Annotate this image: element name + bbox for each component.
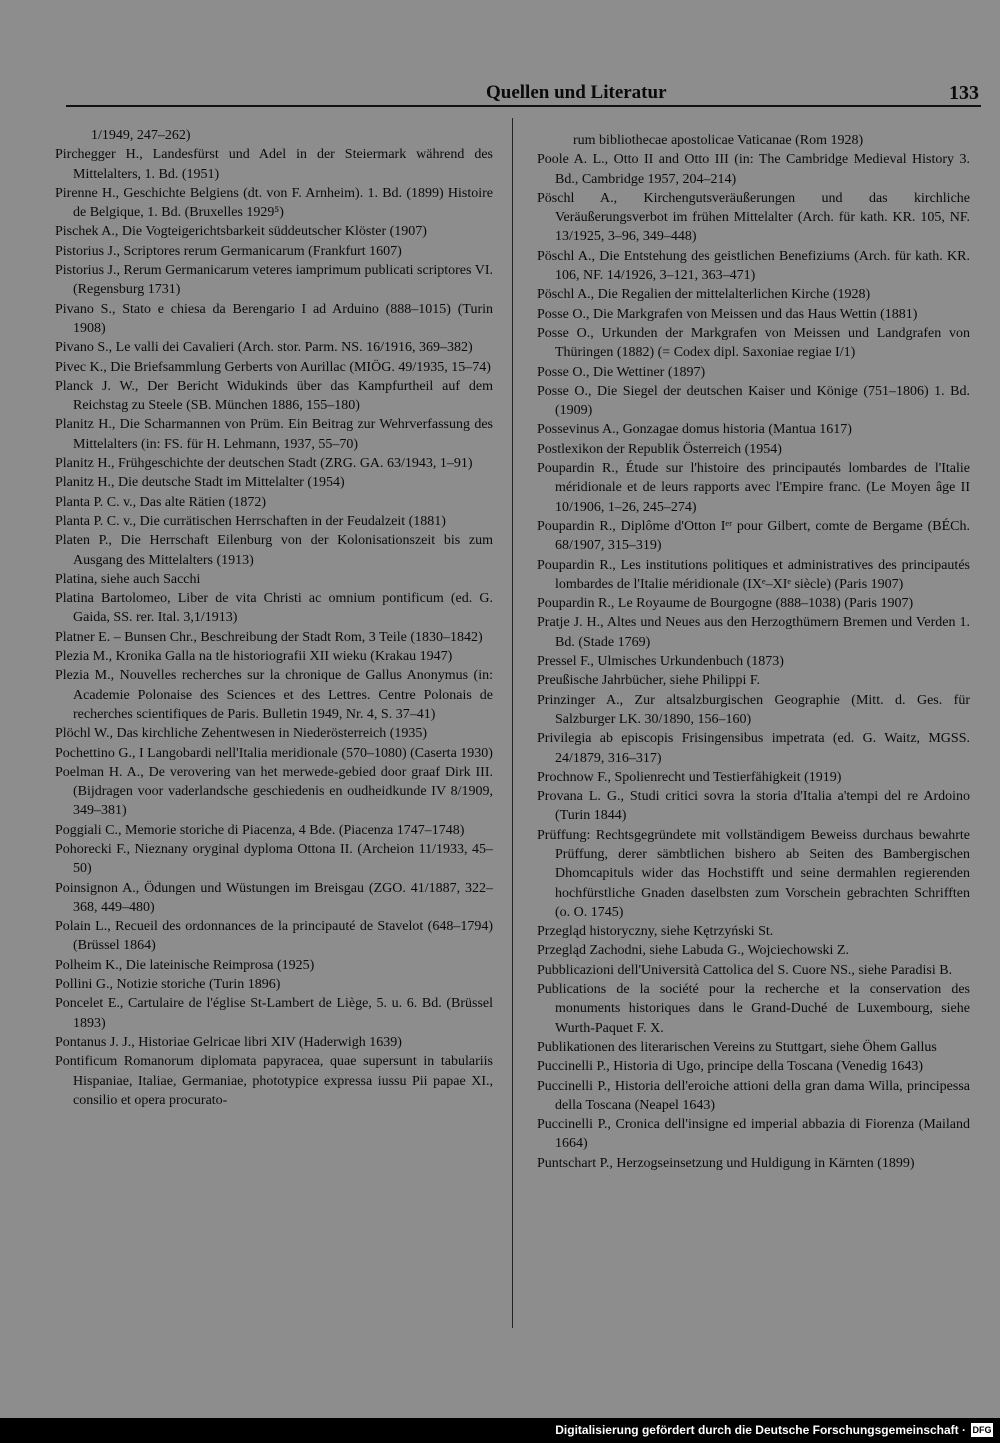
bibliography-entry: Pontanus J. J., Historiae Gelricae libri XIV (Haderwigh 1639) (55, 1034, 402, 1050)
bibliography-entry: Possevinus A., Gonzagae domus historia (Mantua 1617) (537, 422, 852, 438)
bibliography-entry: Publications de la société pour la recherche et la conservation des monuments historiques dans le Grand-Duché de Luxembourg, siehe Wurth-Paquet F. X. (537, 982, 970, 1036)
bibliography-entry: Poupardin R., Le Royaume de Bourgogne (888–1038) (Paris 1907) (537, 596, 914, 612)
bibliography-entry: Posse O., Die Wettiner (1897) (537, 364, 706, 380)
bibliography-entry: 1/1949, 247–262) (91, 128, 191, 143)
bibliography-entry: Pivec K., Die Briefsammlung Gerberts von Aurillac (MIÖG. 49/1935, 15–74) (55, 359, 491, 375)
bibliography-entry: Przegląd historyczny, siehe Kętrzyński St. (537, 924, 774, 940)
bibliography-entry: Puccinelli P., Cronica dell'insigne ed imperial abbazia di Fiorenza (Mailand 1664) (537, 1117, 970, 1152)
bibliography-entry: Pochettino G., I Langobardi nell'Italia meridionale (570–1080) (Caserta 1930) (55, 745, 493, 761)
bibliography-entry: rum bibliothecae apostolicae Vaticanae (Rom 1928) (573, 133, 864, 148)
bibliography-entry: Plezia M., Nouvelles recherches sur la chronique de Gallus Anonymus (in: Academie Polonaise des Sciences et des Lettres. Centre Polonais de recherches scientifiques de Paris. Bulletin 1949, Nr. 4, S. 37–41) (55, 668, 493, 722)
bibliography-entry: Planta P. C. v., Die currätischen Herrschaften in der Feudalzeit (1881) (55, 513, 446, 529)
bibliography-entry: Posse O., Die Markgrafen von Meissen und das Haus Wettin (1881) (537, 306, 918, 322)
bibliography-entry: Publikationen des literarischen Vereins zu Stuttgart, siehe Öhem Gallus (537, 1039, 937, 1055)
bibliography-entry: Polain L., Recueil des ordonnances de la principauté de Stavelot (648–1794) (Brüssel 1864) (55, 919, 493, 954)
bibliography-entry: Planitz H., Die deutsche Stadt im Mittelalter (1954) (55, 475, 345, 491)
bibliography-entry: Platina, siehe auch Sacchi (55, 571, 201, 587)
bibliography-entry: Poinsignon A., Ödungen und Wüstungen im Breisgau (ZGO. 41/1887, 322–368, 449–480) (55, 880, 493, 915)
bibliography-entry: Poole A. L., Otto II and Otto III (in: The Cambridge Medieval History 3. Bd., Cambridge 1957, 204–214) (537, 152, 970, 187)
bibliography-entry: Pirenne H., Geschichte Belgiens (dt. von F. Arnheim). 1. Bd. (1899) Histoire de Belgique, 1. Bd. (Bruxelles 1929⁵) (55, 185, 493, 221)
bibliography-entry: Platina Bartolomeo, Liber de vita Christi ac omnium pontificum (ed. G. Gaida, SS. rer. Ital. 3,1/1913) (55, 591, 493, 626)
bibliography-entry: Pollini G., Notizie storiche (Turin 1896) (55, 977, 281, 993)
dfg-logo: DFG (972, 1425, 992, 1435)
bibliography-entry: Planck J. W., Der Bericht Widukinds über das Kampfurtheil auf dem Reichstag zu Steele (SB. München 1886, 155–180) (55, 378, 493, 414)
right-column (537, 131, 970, 1173)
left-column (55, 126, 493, 1110)
bibliography-entry: Poupardin R., Les institutions politiques et administratives des principautés lombardes de l'Italie méridionale (IXᵉ–XIᵉ siècle) (Paris 1907) (537, 557, 970, 592)
bibliography-entry: Poupardin R., Étude sur l'histoire des principautés lombardes de l'Italie méridionale et de leurs rapports avec l'Empire franc. (Le Moyen âge II 10/1906, 1–26, 245–274) (537, 461, 970, 515)
bibliography-entry: Pistorius J., Scriptores rerum Germanicarum (Frankfurt 1607) (55, 243, 402, 259)
bibliography-entry: Platen P., Die Herrschaft Eilenburg von der Kolonisationszeit bis zum Ausgang des Mittelalters (1913) (55, 533, 493, 568)
bibliography-entry: Privilegia ab episcopis Frisingensibus impetrata (ed. G. Waitz, MGSS. 24/1879, 316–317) (537, 731, 970, 766)
bibliography-entry: Pivano S., Stato e chiesa da Berengario I ad Arduino (888–1015) (Turin 1908) (55, 301, 493, 336)
bibliography-entry: Puntschart P., Herzogseinsetzung und Huldigung in Kärnten (1899) (537, 1155, 915, 1171)
bibliography-entry: Pratje J. H., Altes und Neues aus den Herzogthümern Bremen und Verden 1. Bd. (Stade 1769) (537, 615, 970, 650)
bibliography-entry: Plöchl W., Das kirchliche Zehentwesen in Niederösterreich (1935) (55, 726, 428, 742)
bibliography-entry: Pubblicazioni dell'Università Cattolica del S. Cuore NS., siehe Paradisi B. (537, 962, 953, 978)
page-title: Quellen und Literatur (486, 82, 667, 103)
bibliography-entry: Prochnow F., Spolienrecht und Testierfähigkeit (1919) (537, 769, 842, 785)
bibliography-entry: Pivano S., Le valli dei Cavalieri (Arch. stor. Parm. NS. 16/1916, 369–382) (55, 340, 473, 356)
bibliography-entry: Prüffung: Rechtsgegründete mit vollständigem Beweiss durchaus bewahrte Prüffung, derer sämbtlichen bishero ab Seiten des Bambergischen Dhomcapituls wider das Hochstifft und seine dermahlen regierenden hochfürstliche Gnaden daselbsten zum Vorschein gebrachten Schrifften (o. O. 1745) (537, 827, 970, 920)
bibliography-entry: Postlexikon der Republik Österreich (1954) (537, 441, 782, 457)
bibliography-entry: Pressel F., Ulmisches Urkundenbuch (1873) (537, 654, 784, 670)
bibliography-entry: Przegląd Zachodni, siehe Labuda G., Wojciechowski Z. (537, 943, 849, 959)
bibliography-entry: Planitz H., Die Scharmannen von Prüm. Ein Beitrag zur Wehrverfassung des Mittelalters (in: FS. für H. Lehmann, 1937, 55–70) (55, 417, 493, 452)
bibliography-entry: Posse O., Urkunden der Markgrafen von Meissen und Landgrafen von Thüringen (1882) (= Codex dipl. Saxoniae regiae I/1) (537, 325, 970, 361)
bibliography-entry: Pischek A., Die Vogteigerichtsbarkeit süddeutscher Klöster (1907) (55, 224, 427, 240)
bibliography-entry: Platner E. – Bunsen Chr., Beschreibung der Stadt Rom, 3 Teile (1830–1842) (55, 629, 483, 645)
bibliography-entry: Poupardin R., Diplôme d'Otton Iᵉʳ pour Gilbert, comte de Bergame (BÉCh. 68/1907, 315–319) (537, 518, 970, 554)
bibliography-entry: Poggiali C., Memorie storiche di Piacenza, 4 Bde. (Piacenza 1747–1748) (55, 822, 465, 838)
bibliography-entry: Pöschl A., Die Regalien der mittelalterlichen Kirche (1928) (537, 287, 871, 303)
bibliography-entry: Plezia M., Kronika Galla na tle historiografii XII wieku (Krakau 1947) (55, 649, 453, 665)
bibliography-entry: Prinzinger A., Zur altsalzburgischen Geographie (Mitt. d. Ges. für Salzburger LK. 30/1890, 156–160) (537, 692, 970, 727)
bibliography-entry: Planta P. C. v., Das alte Rätien (1872) (55, 494, 267, 510)
bibliography-entry: Pohorecki F., Nieznany oryginal dyploma Ottona II. (Archeion 11/1933, 45–50) (55, 841, 493, 877)
bibliography-entry: Pöschl A., Die Entstehung des geistlichen Benefiziums (Arch. für kath. KR. 106, NF. 14/1926, 3–121, 363–471) (537, 248, 970, 284)
bibliography-entry: Provana L. G., Studi critici sovra la storia d'Italia a'tempi del re Ardoino (Turin 1844) (537, 789, 970, 824)
bibliography-entry: Planitz H., Frühgeschichte der deutschen Stadt (ZRG. GA. 63/1943, 1–91) (55, 456, 473, 472)
bibliography-entry: Poncelet E., Cartulaire de l'église St-Lambert de Liège, 5. u. 6. Bd. (Brüssel 1893) (55, 996, 493, 1031)
bibliography-entry: Posse O., Die Siegel der deutschen Kaiser und Könige (751–1806) 1. Bd. (1909) (537, 383, 970, 419)
column-divider (512, 118, 513, 1328)
bibliography-entry: Pontificum Romanorum diplomata papyracea, quae supersunt in tabulariis Hispaniae, Italiae, Germaniae, phototypice expressa iussu Pii papae XI., consilio et opera procurato- (55, 1054, 493, 1108)
bibliography-entry: Puccinelli P., Historia dell'eroiche attioni della gran dama Willa, principessa della Toscana (Neapel 1643) (537, 1078, 970, 1113)
page-number: 133 (949, 82, 979, 104)
running-header (66, 82, 986, 106)
bibliography-entry: Pistorius J., Rerum Germanicarum veteres iamprimum publicati scriptores VI. (Regensburg 1731) (55, 263, 493, 298)
bibliography-entry: Pöschl A., Kirchengutsveräußerungen und das kirchliche Veräußerungsverbot im frühen Mittelalter (Arch. für kath. KR. 105, NF. 13/1925, 3–96, 349–448) (537, 190, 970, 245)
funding-credit: Digitalisierung gefördert durch die Deutsche Forschungsgemeinschaft · (555, 1423, 966, 1437)
digitization-footer (0, 1418, 1000, 1443)
header-rule (66, 105, 981, 107)
bibliography-entry: Pirchegger H., Landesfürst und Adel in der Steiermark während des Mittelalters, 1. Bd. (1951) (55, 147, 493, 182)
bibliography-entry: Poelman H. A., De verovering van het merwede-gebied door graaf Dirk III. (Bijdragen voor vaderlandsche geschiedenis en oudheidkunde IV 8/1909, 349–381) (55, 764, 493, 819)
bibliography-entry: Preußische Jahrbücher, siehe Philippi F. (537, 673, 761, 689)
bibliography-entry: Polheim K., Die lateinische Reimprosa (1925) (55, 957, 315, 973)
bibliography-entry: Puccinelli P., Historia di Ugo, principe della Toscana (Venedig 1643) (537, 1059, 924, 1075)
